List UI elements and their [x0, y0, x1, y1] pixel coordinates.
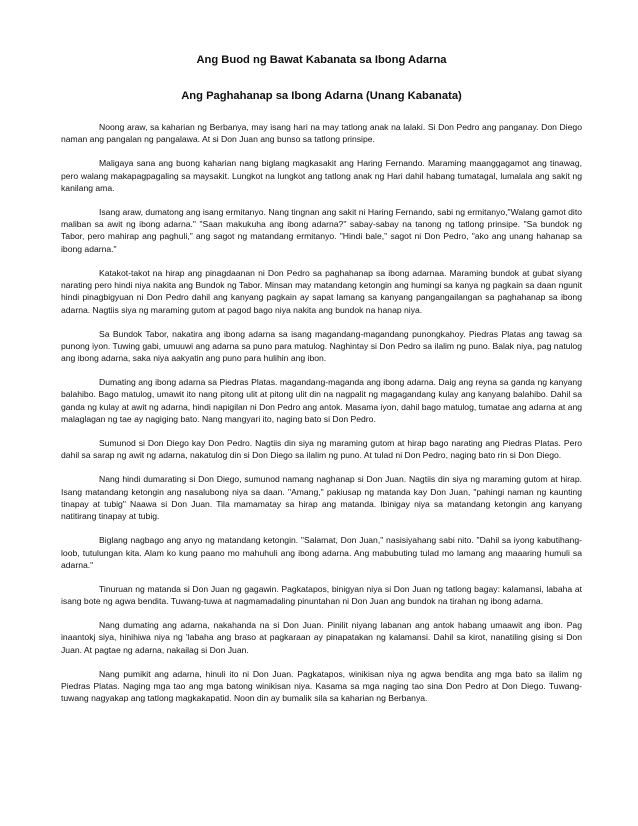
paragraph-1: Noong araw, sa kaharian ng Berbanya, may isang hari na may tatlong anak na lalaki. Si Don Pedro ang panganay. Don Diego naman ang pangalan ng pangalawa. At si Don Juan ang bunso sa tatlong prinsipe.	[61, 122, 582, 145]
document-title: Ang Buod ng Bawat Kabanata sa Ibong Adarna	[196, 54, 447, 66]
chapter-title: Ang Paghahanap sa Ibong Adarna (Unang Kabanata)	[181, 90, 462, 102]
paragraph-3: Isang araw, dumatong ang isang ermitanyo. Nang tingnan ang sakit ni Haring Fernando, sabi ng ermitanyo,"Walang gamot dito maliban sa awit ng ibong adarna." "Saan makukuha ang ibong adarna?" sabay-sabay na tanong ng tatlong prinsipe. "Sa bundok ng Tabor, pero mahirap ang paghuli," ang sagot ng matandang ermitanyo. "Hindi bale," sagot ni Don Pedro, "ako ang unang hahanap sa ibong adarna."	[61, 206, 582, 254]
paragraph-11: Nang dumating ang adarna, nakahanda na si Don Juan. Pinilit niyang labanan ang antok habang umaawit ang ibon. Pag inaantokj siya, hinihiwa niya ng 'labaha ang braso at pagkaraan ay pinapatakan ng kalamansi. Dahil sa kirot, nanatiling gising si Don Juan. At pagtae ng adarna, nakailag si Don Juan.	[61, 620, 582, 655]
paragraph-6: Dumating ang ibong adarna sa Piedras Platas. magandang-maganda ang ibong adarna. Daig ang reyna sa ganda ng kanyang balahibo. Bago matulog, umawit ito nang pitong ulit at pitong ulit din na nagpalit ng magagandang kulay ang kanyang balahibo. Dahil sa ganda ng kulay at awit ng adarna, hindi napigilan ni Don Pedro ang antok. Masama iyon, dahil bago matulog, tumatae ang adarna at ang malaglagan ng tae ay nagiging bato. Nang mangyari ito, naging bato si Don Pedro.	[61, 377, 582, 425]
paragraph-4: Katakot-takot na hirap ang pinagdaanan ni Don Pedro sa paghahanap sa ibong adarnaa. Maraming bundok at gubat siyang narating pero hindi niya nakita ang Bundok ng Tabor. Minsan may matandang ketongin ang humingi sa kanya ng pagkain sa daan ngunit hindi pinagbigyuan ni Don Pedro dahil ang kanyang pagkain ay sapat lamang sa kanyang pangangailangan sa paghahanap sa ibong adarna. Nagtiis siya ng maraming gutom at pagod bago niya nakita ang bundok na hanap niya.	[61, 267, 582, 315]
paragraph-12: Nang pumikit ang adarna, hinuli ito ni Don Juan. Pagkatapos, winikisan niya ng agwa bendita ang mga bato sa ilalim ng Piedras Platas. Naging mga tao ang mga batong winikisan niya. Kasama sa mga naging tao sina Don Pedro at Don Diego. Tuwang-tuwang nagyakap ang tatlong magkakapatid. Noon din ay bumalik sila sa kaharian ng Berbanya.	[61, 668, 582, 704]
paragraph-7: Sumunod si Don Diego kay Don Pedro. Nagtiis din siya ng maraming gutom at hirap bago narating ang Piedras Platas. Pero dahil sa sarap ng awit ng adarna, nakatulog din si Don Diego sa ilalim ng puno. At tulad ni Don Pedro, naging bato rin si Don Diego.	[61, 438, 582, 461]
paragraph-9: Biglang nagbago ang anyo ng matandang ketongin. "Salamat, Don Juan," nasisiyahang sabi nito. "Dahil sa iyong kabutihang-loob, tutulungan kita. Alam ko kung paano mo mahuhuli ang ibong adarna. Ang mabubuting tulad mo lamang ang maaaring humuli sa adarna."	[61, 535, 582, 570]
paragraph-8: Nang hindi dumarating si Don Diego, sumunod namang naghanap si Don Juan. Nagtiis din siya ng maraming gutom at hirap. Isang matandang ketongin ang nasalubong niya sa daan. "Amang," pakiusap ng matanda kay Don Juan, "pahingi naman ng kaunting tinapay at tubig" Naawa si Don Juan. Tila mamamatay sa hirap ang matanda. Ibinigay niya sa matandang ketongin ang kanyang natitirang tinapay at tubig.	[61, 474, 582, 522]
paragraph-2: Maligaya sana ang buong kaharian nang biglang magkasakit ang Haring Fernando. Maraming maanggagamot ang tinawag, pero walang makapagpagaling sa maysakit. Lungkot na lungkot ang tatlong anak ng Hari dahil habang tumatagal, lumalala ang sakit ng kanilang ama.	[61, 158, 582, 193]
paragraph-5: Sa Bundok Tabor, nakatira ang ibong adarna sa isang magandang-magandang punongkahoy. Piedras Platas ang tawag sa punong iyon. Tuwing gabi, umuuwi ang adarna sa puno para matulog. Naghintay si Don Pedro sa ilalim ng puno. Balak niya, pag natulog ang ibong adarna, saka niya aakyatin ang puno para hulihin ang ibon.	[61, 328, 582, 364]
paragraph-10: Tinuruan ng matanda si Don Juan ng gagawin. Pagkatapos, binigyan niya si Don Juan ng tatlong bagay: kalamansi, labaha at isang bote ng agwa bendita. Tuwang-tuwa at nagmamadaling pinuntahan ni Don Juan ang bundok na tirahan ng ibong adarna.	[61, 583, 582, 607]
